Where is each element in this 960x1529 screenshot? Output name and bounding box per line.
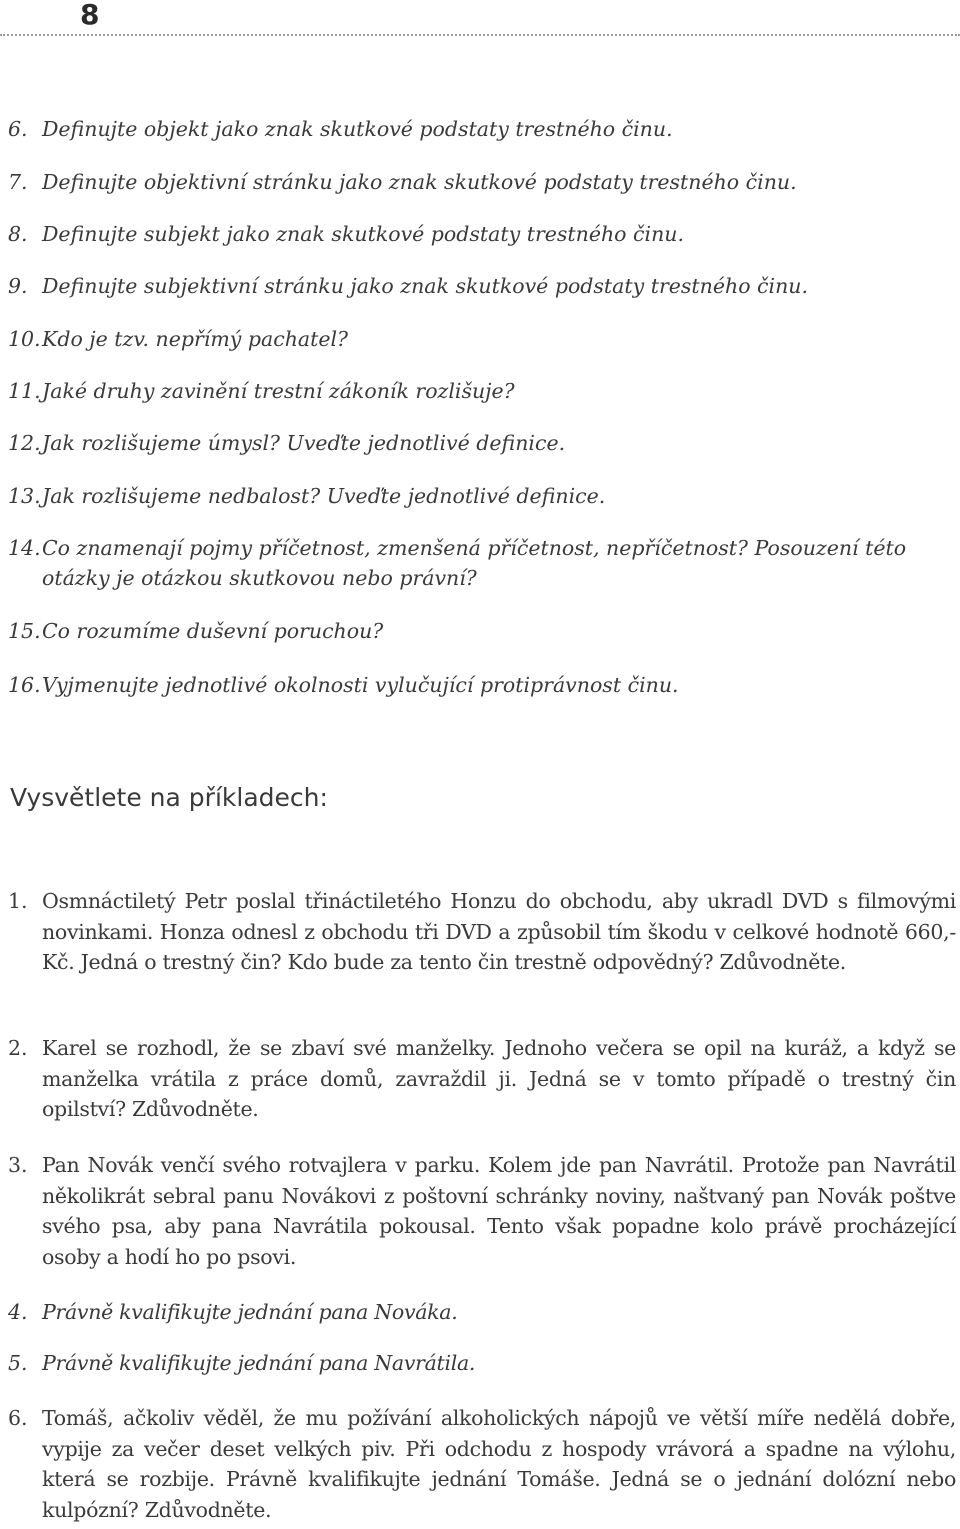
question-text: Co rozumíme duševní poruchou? (42, 619, 384, 643)
question-text: Kdo je tzv. nepřímý pachatel? (42, 327, 349, 351)
question-number: 7. (8, 170, 28, 194)
question-number: 6. (8, 117, 28, 141)
question-text: Co znamenají pojmy příčetnost, zmenšená příčetnost, nepříčetnost? Posouzení této otázky je otázkou skutkovou nebo právní? (42, 536, 907, 590)
question-number: 16. (8, 673, 41, 697)
case-text: Právně kvalifikujte jednání pana Nováka. (42, 1300, 458, 1324)
question-text: Jak rozlišujeme úmysl? Uveďte jednotlivé definice. (42, 431, 566, 455)
question-text: Definujte subjekt jako znak skutkové podstaty trestného činu. (42, 222, 684, 246)
case-text: Osmnáctiletý Petr poslal třináctiletého Honzu do obchodu, aby ukradl DVD s filmovými novinkami. Honza odnesl z obchodu tři DVD a způsobil tím škodu v celkové hodnotě 660,- Kč. Jedná o trestný čin? Kdo bude za tento čin trestně odpovědný? Zdůvodněte. (42, 889, 956, 974)
case-number: 5. (8, 1351, 28, 1375)
question-text: Definujte objekt jako znak skutkové podstaty trestného činu. (42, 117, 673, 141)
case-number: 1. (8, 889, 28, 913)
header-divider (0, 34, 960, 36)
section-heading: Vysvětlete na příkladech: (10, 783, 328, 812)
case-text: Pan Novák venčí svého rotvajlera v parku. Kolem jde pan Navrátil. Protože pan Navrátil několikrát sebral panu Novákovi z poštovní schránky noviny, naštvaný pan Novák poštve svého psa, aby pana Navrátila pokousal. Tento však popadne kolo právě procházející osoby a hodí ho po psovi. (42, 1153, 956, 1269)
question-number: 13. (8, 484, 41, 508)
question-text: Jaké druhy zavinění trestní zákoník rozlišuje? (42, 379, 515, 403)
question-text: Jak rozlišujeme nedbalost? Uveďte jednotlivé definice. (42, 484, 606, 508)
question-text: Vyjmenujte jednotlivé okolnosti vylučující protiprávnost činu. (42, 673, 679, 697)
question-number: 14. (8, 536, 41, 560)
case-number: 2. (8, 1036, 28, 1060)
page-number: 8 (80, 0, 100, 31)
question-number: 12. (8, 431, 41, 455)
case-number: 3. (8, 1153, 28, 1177)
case-number: 4. (8, 1300, 28, 1324)
case-text: Právně kvalifikujte jednání pana Navrátila. (42, 1351, 476, 1375)
question-number: 8. (8, 222, 28, 246)
question-text: Definujte subjektivní stránku jako znak skutkové podstaty trestného činu. (42, 274, 809, 298)
case-number: 6. (8, 1406, 28, 1430)
question-number: 15. (8, 619, 41, 643)
question-number: 9. (8, 274, 28, 298)
question-number: 11. (8, 379, 41, 403)
case-text: Karel se rozhodl, že se zbaví své manželky. Jednoho večera se opil na kuráž, a když se manželka vrátila z práce domů, zavraždil ji. Jedná se v tomto případě o trestný čin opilství? Zdůvodněte. (42, 1036, 956, 1121)
question-text: Definujte objektivní stránku jako znak skutkové podstaty trestného činu. (42, 170, 797, 194)
case-text: Tomáš, ačkoliv věděl, že mu požívání alkoholických nápojů ve větší míře nedělá dobře, vypije za večer deset velkých piv. Při odchodu z hospody vrávorá a spadne na výlohu, která se rozbije. Právně kvalifikujte jednání Tomáše. Jedná se o jednání dolózní nebo kulpózní? Zdůvodněte. (42, 1406, 956, 1522)
question-number: 10. (8, 327, 41, 351)
